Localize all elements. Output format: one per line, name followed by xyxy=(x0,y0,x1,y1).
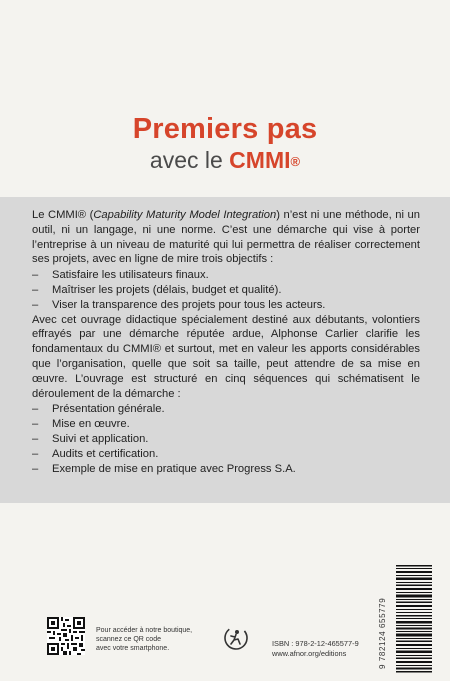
barcode-icon xyxy=(396,565,432,675)
shop-instructions xyxy=(96,626,216,653)
list-item: – Présentation générale. xyxy=(32,402,420,417)
description-text xyxy=(32,208,420,476)
list-item: – Viser la transparence des projets pour tous les acteurs. xyxy=(32,298,420,313)
intro-paragraph xyxy=(32,208,420,267)
intro-text-italic: Capability Maturity Model Integration xyxy=(93,209,277,221)
intro-text-a: Le CMMI® ( xyxy=(32,209,94,221)
registered-mark: ® xyxy=(290,154,301,169)
list-item: – Audits et certification. xyxy=(32,447,420,462)
isbn: ISBN : 978-2-12-465577-9 xyxy=(272,639,359,648)
list-item: – Satisfaire les utilisateurs finaux. xyxy=(32,268,420,283)
book-title: Premiers pas xyxy=(132,113,318,145)
intro-text-b: ) n’est ni une méthode, ni un outil, ni un langage, ni une norme. C’est une démarche qui vise à porter l’entreprise à un niveau de maturité qui lui permettra de réaliser correctement ses projets, avec en ligne de mire trois objectifs : xyxy=(32,209,420,266)
title-block xyxy=(0,112,450,174)
subtitle-prefix: avec le xyxy=(149,147,230,173)
barcode-number: 9 782124 655779 xyxy=(378,597,387,669)
shop-line: Pour accéder à notre boutique, xyxy=(96,627,193,634)
list-item: – Mise en œuvre. xyxy=(32,417,420,432)
qr-code-icon[interactable] xyxy=(47,617,85,655)
objectives-list xyxy=(32,268,420,312)
isbn-block xyxy=(272,639,392,659)
sequences-list xyxy=(32,402,420,476)
summary-paragraph: Avec cet ouvrage didactique spécialement destiné aux débutants, volontiers effrayés par une démarche réputée ardue, Alphonse Carlier clarifie les fondamentaux du CMMI® et surtout, met en valeur les apports considérables que l’organisation, quelle que soit sa taille, peut attendre de sa mise en œuvre. L’ouvrage est structuré en cinq séquences qui schématisent le déroulement de la démarche : xyxy=(32,313,420,400)
list-item: – Suivi et application. xyxy=(32,432,420,447)
website-link[interactable]: www.afnor.org/editions xyxy=(272,649,347,658)
shop-line: scannez ce QR code xyxy=(96,636,161,643)
afnor-logo-icon xyxy=(223,625,249,651)
subtitle-brand: CMMI xyxy=(229,147,291,173)
list-item: – Exemple de mise en pratique avec Progress S.A. xyxy=(32,462,420,477)
description-panel xyxy=(0,197,450,503)
book-subtitle xyxy=(0,146,450,174)
list-item: – Maîtriser les projets (délais, budget et qualité). xyxy=(32,283,420,298)
shop-line: avec votre smartphone. xyxy=(96,645,170,652)
